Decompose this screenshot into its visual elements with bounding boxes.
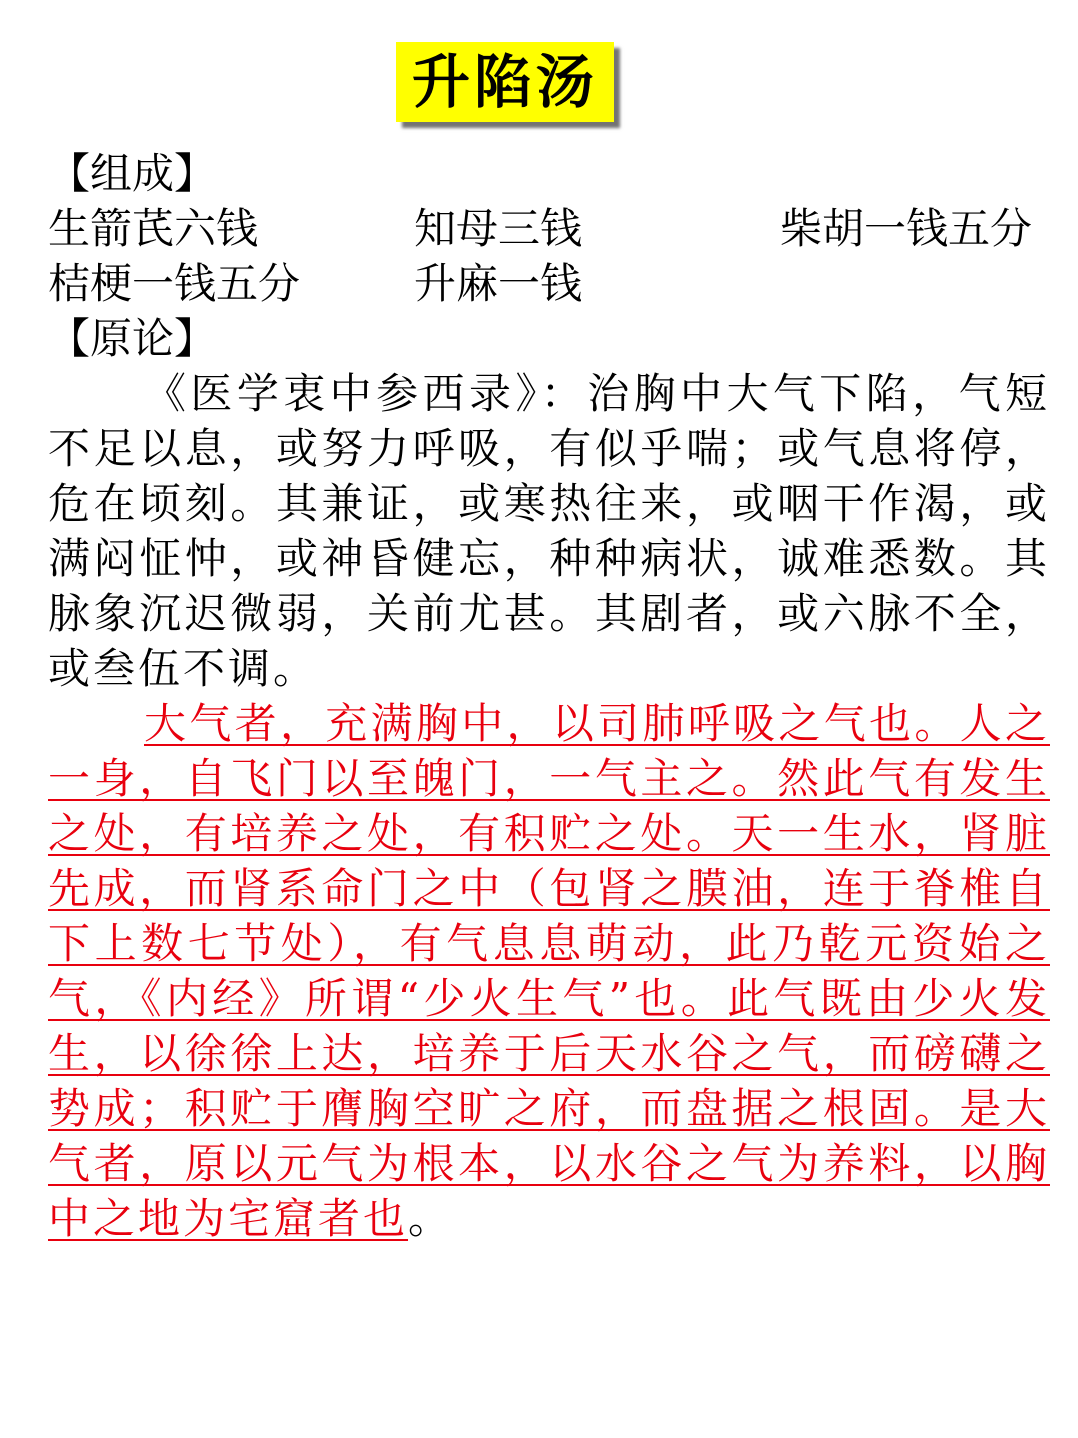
ingredient-item: 桔梗一钱五分 xyxy=(48,259,301,308)
original-heading: 【原论】 xyxy=(48,314,217,363)
ingredient-item: 升麻一钱 xyxy=(414,259,583,308)
composition-heading: 【组成】 xyxy=(48,149,217,198)
title-banner xyxy=(396,42,614,122)
ingredient-item: 生箭芪六钱 xyxy=(48,204,259,253)
ingredient-item: 知母三钱 xyxy=(414,204,583,253)
ingredient-item: 柴胡一钱五分 xyxy=(780,204,1033,253)
commentary-text: 大气者，充满胸中，以司肺呼吸之气也。人之一身，自飞门以至魄门，一气主之。然此气有发生之处，有培养之处，有积贮之处。天一生水，肾脏先成，而肾系命门之中（包肾之膜油，连于脊椎自下上数七节处），有气息息萌动，此乃乾元资始之气，《内经》所谓“少火生气”也。此气既由少火发生，以徐徐上达，培养于后天水谷之气，而磅礴之势成；积贮于膺胸空旷之府，而盘据之根固。是大气者，原以元气为根本，以水谷之气为养料，以胸中之地为宅窟者也 xyxy=(48,699,1050,1243)
page-title: 升陷汤 xyxy=(411,48,598,116)
commentary-paragraph xyxy=(48,696,1050,1246)
original-text-paragraph: 《医学衷中参西录》：治胸中大气下陷，气短不足以息，或努力呼吸，有似乎喘；或气息将停，危在顷刻。其兼证，或寒热往来，或咽干作渴，或满闷怔忡，或神昏健忘，种种病状，诚难悉数。其脉象沉迟微弱，关前尤甚。其剧者，或六脉不全，或叁伍不调。 xyxy=(48,369,1050,693)
commentary-end-mark: 。 xyxy=(408,1194,454,1243)
